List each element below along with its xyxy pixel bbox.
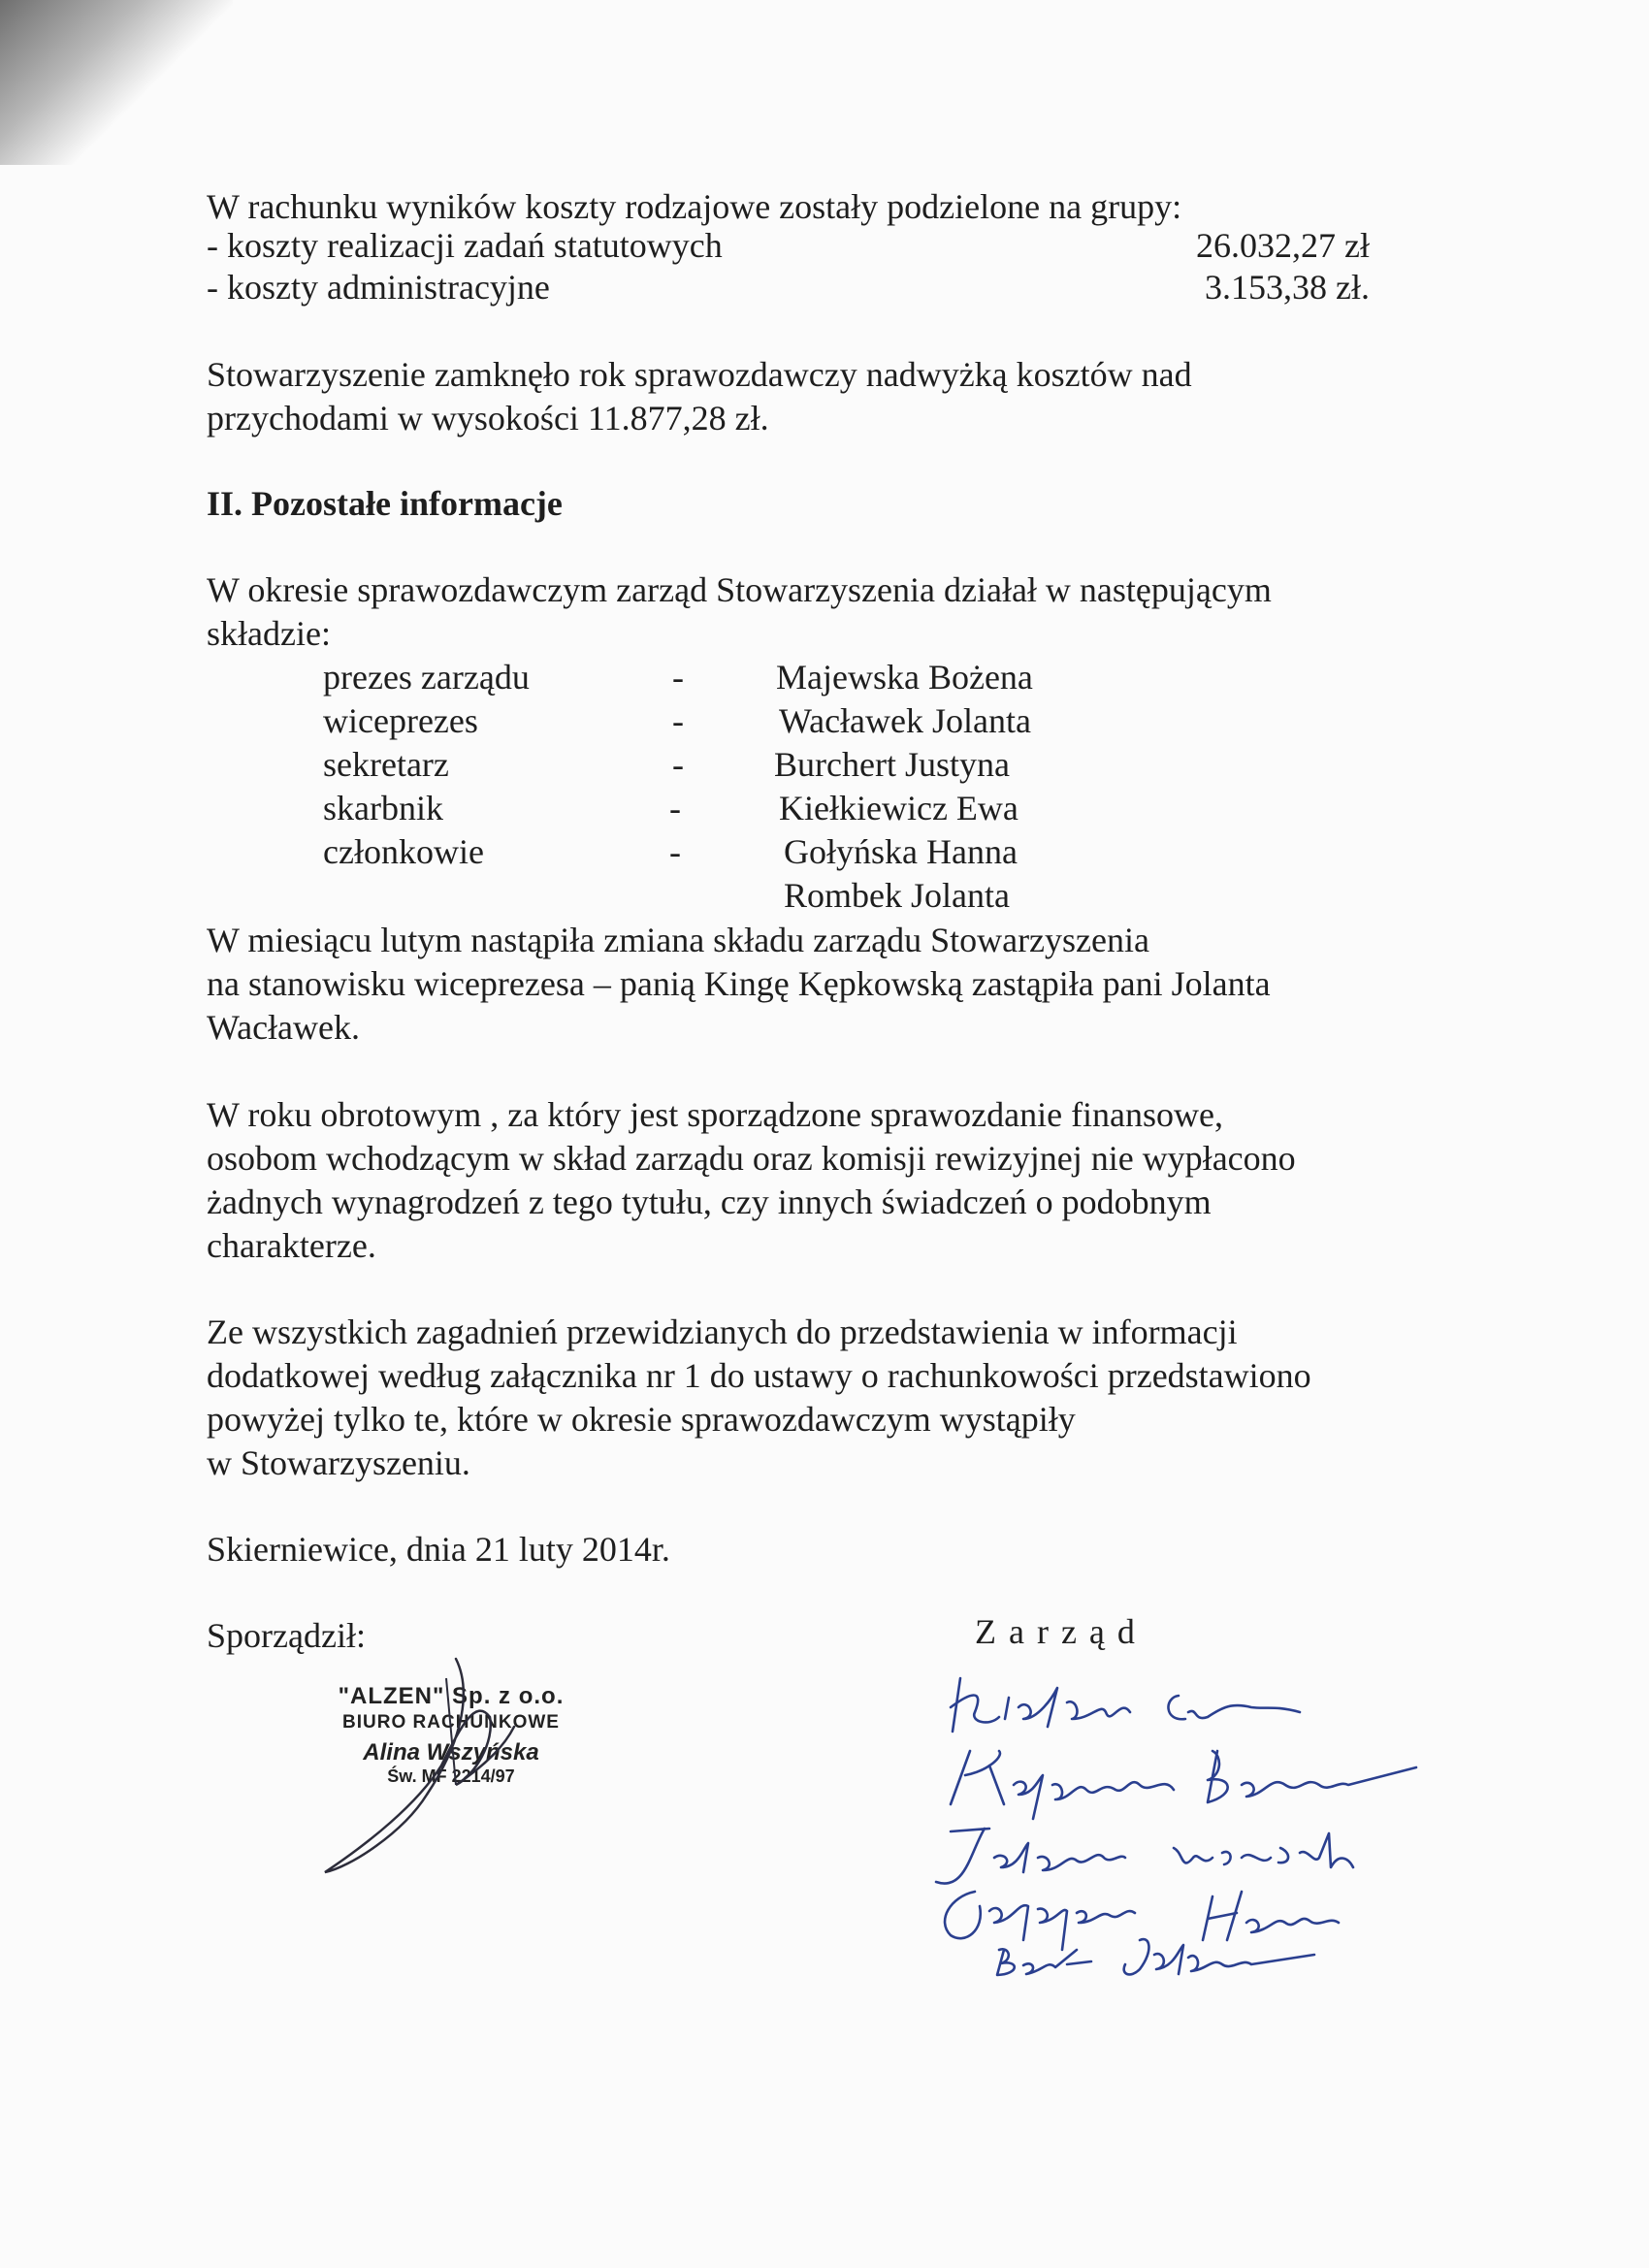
stamp-line: Alina Wszyńska [363,1739,539,1766]
accountant-signature [310,1649,534,1882]
pay-line: żadnych wynagrodzeń z tego tytułu, czy innych świadczeń o podobnym [207,1183,1212,1221]
board-dash: - [669,832,681,871]
board-intro-line: składzie: [207,614,331,653]
board-dash: - [669,789,681,827]
info-line: dodatkowej według załącznika nr 1 do ustawy o rachunkowości przedstawiono [207,1356,1311,1395]
board-role: skarbnik [323,789,443,827]
cost-item-value: 3.153,38 zł. [1205,268,1370,307]
board-dash: - [672,701,684,740]
costs-intro: W rachunku wyników koszty rodzajowe zostały podzielone na grupy: [207,187,1182,226]
info-line: w Stowarzyszeniu. [207,1443,470,1482]
pay-line: charakterze. [207,1226,376,1265]
scan-corner-shadow [0,0,233,165]
result-line: przychodami w wysokości 11.877,28 zł. [207,399,769,437]
pay-line: W roku obrotowym , za który jest sporządzone sprawozdanie finansowe, [207,1095,1224,1134]
board-dash: - [672,745,684,784]
place-date: Skierniewice, dnia 21 luty 2014r. [207,1530,670,1569]
result-line: Stowarzyszenie zamknęło rok sprawozdawczy nadwyżką kosztów nad [207,355,1192,394]
board-name: Majewska Bożena [776,658,1033,697]
cost-item-value: 26.032,27 zł [1196,226,1370,265]
board-name: Wacławek Jolanta [779,701,1031,740]
board-label: Z a r z ą d [975,1612,1137,1651]
prepared-by-label: Sporządził: [207,1616,366,1655]
board-name: Burchert Justyna [774,745,1010,784]
board-role: sekretarz [323,745,449,784]
stamp-line: BIURO RACHUNKOWE [342,1712,560,1733]
change-line: na stanowisku wiceprezesa – panią Kingę Kępkowską zastąpiła pani Jolanta [207,964,1271,1003]
board-role: członkowie [323,832,484,871]
info-line: Ze wszystkich zagadnień przewidzianych do przedstawienia w informacji [207,1312,1238,1351]
info-line: powyżej tylko te, które w okresie sprawozdawczym wystąpiły [207,1400,1076,1439]
board-dash: - [672,658,684,697]
board-role: prezes zarządu [323,658,530,697]
board-name: Kiełkiewicz Ewa [779,789,1018,827]
stamp-line: "ALZEN" Sp. z o.o. [338,1683,565,1709]
stamp-line: Św. MF 2214/97 [387,1766,515,1786]
section-heading: II. Pozostałe informacje [207,484,563,523]
cost-item-label: - koszty administracyjne [207,268,550,307]
board-name: Gołyńska Hanna [784,832,1018,871]
change-line: Wacławek. [207,1008,361,1047]
pay-line: osobom wchodzącym w skład zarządu oraz komisji rewizyjnej nie wypłacono [207,1139,1296,1178]
board-name: Rombek Jolanta [784,876,1010,915]
cost-item-label: - koszty realizacji zadań statutowych [207,226,723,265]
change-line: W miesiącu lutym nastąpiła zmiana składu zarządu Stowarzyszenia [207,921,1149,959]
board-signatures [931,1659,1474,1979]
board-intro-line: W okresie sprawozdawczym zarząd Stowarzyszenia działał w następującym [207,570,1272,609]
board-role: wiceprezes [323,701,478,740]
